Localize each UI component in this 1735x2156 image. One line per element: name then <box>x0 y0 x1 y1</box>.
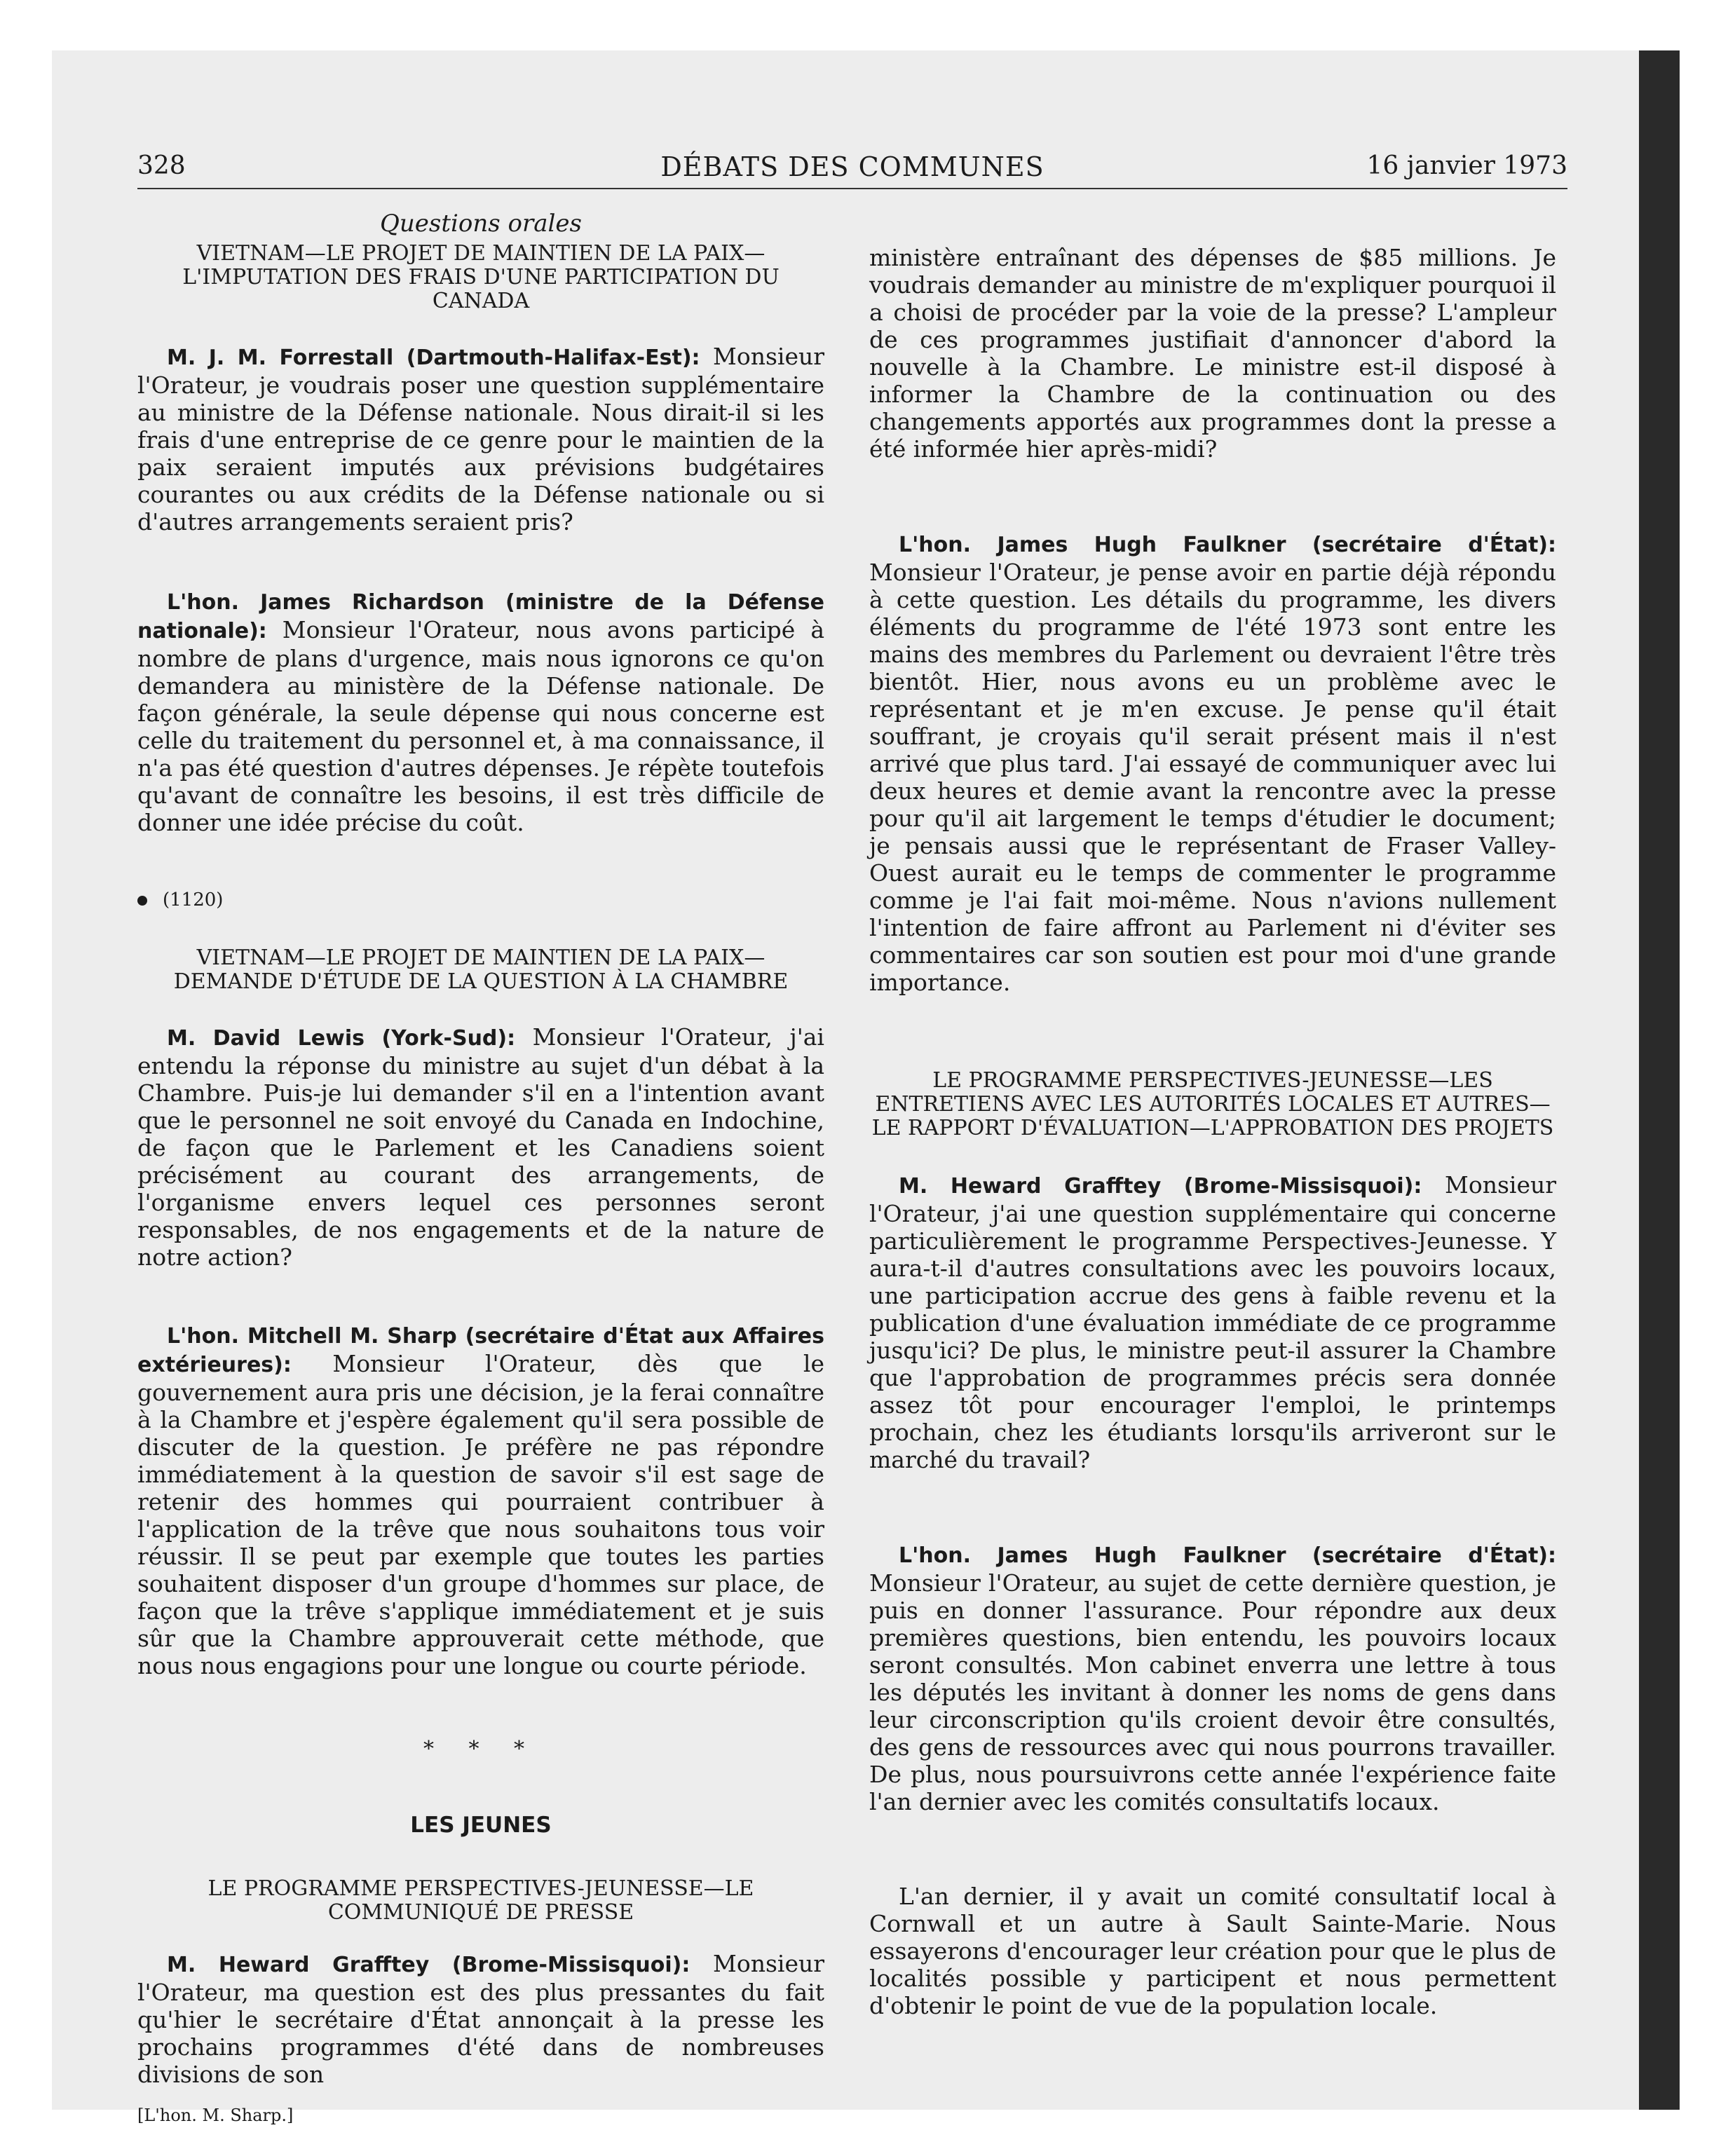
speaker-name: L'hon. James Hugh Faulkner (secrétaire d'État): <box>899 1543 1556 1568</box>
communique-title: LE PROGRAMME PERSPECTIVES-JEUNESSE—LE COMMUNIQUÉ DE PRESSE <box>207 1876 754 1925</box>
page-edge-shadow <box>1639 50 1680 2110</box>
grafftey-question-paragraph <box>137 1950 824 2088</box>
left-column <box>137 210 824 2129</box>
speaker-name: L'hon. Mitchell M. Sharp (secrétaire d'État aux Affaires extérieures): <box>137 1324 824 1377</box>
vietnam-debate-title: VIETNAM—LE PROJET DE MAINTIEN DE LA PAIX— DEMANDE D'ÉTUDE DE LA QUESTION À LA CHAMBRE <box>173 946 789 994</box>
speaker-name: M. Heward Grafftey (Brome-Missisquoi): <box>899 1174 1422 1199</box>
faulkner-answer-paragraph <box>869 530 1556 996</box>
speech-text: Monsieur l'Orateur, je voudrais poser une question supplémentaire au ministre de la Défense nationale. Nous dirait-il si les frais d'une entreprise de ce genre pour le maintien de la paix seraient imputés aux prévisions budgétaires courantes ou aux crédits de la Défense nationale ou si d'autres arrangements seraient pris? <box>137 343 824 535</box>
final-paragraph: L'an dernier, il y avait un comité consultatif local à Cornwall et un autre à Sault Sainte-Marie. Nous essayerons d'encourager leur création pour que le plus de localités possible y participent et nous permettent d'obtenir le point de vue de la population locale. <box>869 1883 1556 2019</box>
speaker-name: M. Heward Grafftey (Brome-Missisquoi): <box>167 1953 690 1977</box>
speech-text: Monsieur l'Orateur, dès que le gouvernement aura pris une décision, je la ferai connaître à la Chambre et j'espère également qu'il sera possible de discuter de la question. Je préfère ne pas répondre immédiatement à la question de savoir s'il est sage de retenir des hommes qui pourraient contribuer à l'application de la trêve que nous souhaitons tous voir réussir. Il se peut par exemple que toutes les parties souhaitent disposer d'un groupe d'hommes sur place, de façon que la trêve s'applique immédiatement et je suis sûr que la Chambre approuverait cette méthode, que nous nous engagions pour une longue ou courte période. <box>137 1350 824 1679</box>
speech-text: Monsieur l'Orateur, nous avons participé à nombre de plans d'urgence, mais nous ignorons ce qu'on demandera au ministère de la Défense nationale. De façon générale, la seule dépense qui nous concerne est celle du traitement du personnel et, à ma connaissance, il n'a pas été question d'autres dépenses. Je répète toutefois qu'avant de connaître les besoins, il est très difficile de donner une idée précise du coût. <box>137 616 824 836</box>
right-column <box>869 210 1556 2019</box>
footer-note: [L'hon. M. Sharp.] <box>137 2106 294 2125</box>
richardson-paragraph <box>137 587 824 836</box>
grafftey-supplementary-paragraph <box>869 1171 1556 1473</box>
speaker-name: M. J. M. Forrestall (Dartmouth-Halifax-Est): <box>167 346 700 370</box>
time-marker <box>137 887 824 914</box>
jeunes-title: LES JEUNES <box>410 1813 552 1838</box>
speech-text: Monsieur l'Orateur, ma question est des plus pressantes du fait qu'hier le secrétaire d'État annonçait à la presse les prochains programmes d'été dans de nombreuses divisions de son <box>137 1950 825 2088</box>
lewis-paragraph <box>137 1023 824 1271</box>
section-separator: * * * <box>423 1737 539 1761</box>
speech-text: Monsieur l'Orateur, je pense avoir en partie déjà répondu à cette question. Les détails du programme, les divers éléments du programme de l'été 1973 sont entre les mains des membres du Parlement ou devraient l'être très bientôt. Hier, nous avons eu un problème avec le représentant et je m'en excuse. Je pense qu'il était souffrant, je croyais qu'il serait présent mais il n'est arrivé que plus tard. J'ai essayé de communiquer avec lui deux heures et demie avant la rencontre avec la presse pour qu'il ait largement le temps d'étudier le document; je pensais aussi que le représentant de Fraser Valley-Ouest aurait eu le temps de commenter le programme comme je l'ai fait moi-même. Nous n'avions nullement l'intention de faire affront au Parlement ni d'éviter ses commentaires car son soutien est pour moi d'une grande importance. <box>869 559 1556 996</box>
time-marker-label: (1120) <box>163 889 224 910</box>
vietnam-cost-title: VIETNAM—LE PROJET DE MAINTIEN DE LA PAIX— L'IMPUTATION DES FRAIS D'UNE PARTICIPATION DU CANADA <box>182 241 780 313</box>
bullet-icon <box>137 896 147 906</box>
forrestall-paragraph <box>137 343 824 535</box>
continuation-paragraph: ministère entraînant des dépenses de $85 millions. Je voudrais demander au ministre de m'expliquer pourquoi il a choisi de procéder par la voie de la presse? L'ampleur de ces programmes justifiait d'annoncer d'abord la nouvelle à la Chambre. Le ministre est-il disposé à informer la Chambre de la continuation ou des changements apportés aux programmes dont la presse a été informée hier après-midi? <box>869 244 1556 463</box>
speaker-name: L'hon. James Richardson (ministre de la Défense nationale): <box>137 590 824 643</box>
speech-text: Monsieur l'Orateur, j'ai entendu la réponse du ministre au sujet d'un débat à la Chambre. Puis-je lui demander s'il en a l'intention avant que le personnel ne soit envoyé du Canada en Indochine, de façon que le Parlement et les Canadiens soient précisément au courant des arrangements, de l'organisme envers lequel ces personnes seront responsables, de nos engagements et de la nature de notre action? <box>137 1023 824 1271</box>
programme-title: LE PROGRAMME PERSPECTIVES-JEUNESSE—LES ENTRETIENS AVEC LES AUTORITÉS LOCALES ET AUTRES—LE RAPPORT D'ÉVALUATION—L'APPROBATION DES PROJETS <box>871 1068 1554 1140</box>
speaker-name: M. David Lewis (York-Sud): <box>167 1026 516 1051</box>
page-header <box>137 151 1567 189</box>
speaker-name: L'hon. James Hugh Faulkner (secrétaire d'État): <box>899 533 1556 557</box>
section-heading: Questions orales <box>380 210 582 238</box>
speech-text: Monsieur l'Orateur, au sujet de cette dernière question, je puis en donner l'assurance. Pour répondre aux deux premières questions, bien entendu, les pouvoirs locaux seront consultés. Mon cabinet enverra une lettre à tous les députés les invitant à donner les noms de gens dans leur circonscription qu'ils croient devoir être consultés, des gens de ressources avec qui nous pourrons travailler. De plus, nous poursuivrons cette année l'expérience faite l'an dernier avec les comités consultatifs locaux. <box>869 1569 1556 1815</box>
faulkner-reply-paragraph <box>869 1541 1556 1815</box>
sharp-paragraph <box>137 1321 824 1679</box>
speech-text: Monsieur l'Orateur, j'ai une question supplémentaire qui concerne particulièrement le programme Perspectives-Jeunesse. Y aura-t-il d'autres consultations avec les pouvoirs locaux, une participation accrue des gens à faible revenu et la publication d'une évaluation immédiate de ce programme jusqu'ici? De plus, le ministre peut-il assurer la Chambre que l'approbation de programmes précis sera donnée assez tôt pour encourager l'emploi, le printemps prochain, chez les étudiants lorsqu'ils arriveront sur le marché du travail? <box>869 1171 1557 1473</box>
publication-title: DÉBATS DES COMMUNES <box>660 151 1045 182</box>
page-date: 16 janvier 1973 <box>1366 151 1567 180</box>
page-number: 328 <box>137 151 186 180</box>
